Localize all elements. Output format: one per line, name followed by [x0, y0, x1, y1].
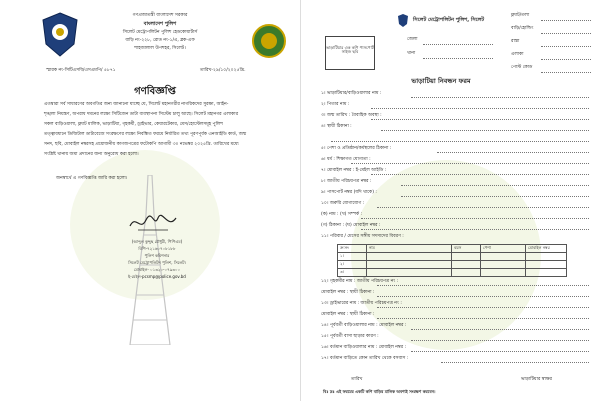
right-field-label: পোস্ট কোড: [511, 65, 533, 70]
area-field[interactable]: [541, 59, 591, 60]
form-field-line[interactable]: [411, 340, 589, 341]
form-field-label: ৪। স্থায়ী ঠিকানা :: [321, 124, 352, 129]
form-field-line[interactable]: [377, 318, 589, 319]
table-cell[interactable]: [367, 269, 452, 277]
form-field-label: ১৬। বর্তমান বাড়িওয়ালার নাম : মোবাইল নম্বর :: [321, 345, 407, 350]
table-header: নাম: [367, 245, 452, 253]
signature-image: [128, 212, 178, 234]
thana-field[interactable]: [423, 58, 493, 59]
signatory-bp: বিপি-৭২১৬০৭০৮১৮৮: [138, 246, 176, 251]
form-field-line[interactable]: [377, 207, 589, 208]
thana-label: থানা: [407, 51, 416, 56]
photo-box-label: ভাড়াটিয়ার এক কপি পাসপোর্ট সাইজ ছবি: [326, 45, 374, 55]
closing-line: জনস্বার্থে এ গণবিজ্ঞপ্তি জারি করা হলো।: [56, 176, 128, 181]
police-logo-icon: [40, 12, 80, 58]
table-cell: ৩।: [338, 269, 367, 277]
form-field-line[interactable]: [411, 351, 589, 352]
table-row[interactable]: [338, 269, 567, 277]
form-field-label: ৩। জন্ম তারিখ : বৈবাহিক অবস্থা :: [321, 113, 382, 118]
table-header: পেশা: [481, 245, 526, 253]
right-field-label: ফ্ল্যাট/তলা: [511, 13, 530, 18]
table-cell[interactable]: [526, 253, 567, 261]
form-field-label: (গ) ঠিকানা : (ঘ) মোবাইল নম্বর :: [321, 223, 381, 228]
body-line: সকল বাড়িওয়ালা, ফ্ল্যাট মালিক, ভাড়াটিয়া, গৃহকর্মী, ড্রাইভার, কেয়ারটেকার, মেস/হোস্টেলসমূহ পুলিশ: [44, 122, 223, 127]
signatory-org: সিলেট মেট্রোপলিটন পুলিশ, সিলেট।: [128, 260, 186, 265]
body-line: এতদ্বারা সর্ব সাধারণের অবগতির জন্য জানানো যাচ্ছে যে, সিলেট মহানগরীর নাগরিকদের সুরক্ষা, আইন-: [44, 102, 229, 107]
form-field-line[interactable]: [411, 97, 589, 98]
police-logo-icon: [397, 14, 409, 28]
table-cell[interactable]: [526, 261, 567, 269]
table-cell[interactable]: [367, 261, 452, 269]
signatory-email: ই-মেইল-pcsmp@police.gov.bd: [128, 274, 186, 279]
right-field-label: বাড়ি/হোল্ডিং: [511, 26, 534, 31]
table-cell[interactable]: [452, 253, 481, 261]
smp-logo-icon: [252, 22, 286, 60]
footnote: বিঃ দ্রঃ এই ফরমের একটি কপি বাড়ির মালিক অবশ্যই সংরক্ষণ করবেন।: [323, 389, 436, 394]
body-line: সনদ, ছবি, মোবাইল নম্বরসহ প্রয়োজনীয় কাগজপত্রের ফটোকপি আগামী ৩০ নভেম্বর ২০২৫খ্রি. তারিখের মধ্যে: [44, 142, 239, 147]
form-field-line[interactable]: [331, 141, 589, 142]
table-cell: ১।: [338, 253, 367, 261]
district-field[interactable]: [423, 44, 493, 45]
header-line-2: বাংলাদেশ পুলিশ: [143, 21, 177, 27]
notice-title: গণবিজ্ঞপ্তি: [134, 86, 176, 97]
form-field-label: ১৪। পূর্ববর্তী বাড়িওয়ালার নাম : মোবাইল নম্বর :: [321, 323, 407, 328]
form-field-label: ৭। মোবাইল নম্বর : ই-মেইল আইডি :: [321, 168, 387, 173]
form-field-line[interactable]: [381, 130, 589, 131]
header-line-4: বাড়ি নং-২২৮, রোড নং-১/এ, ব্লক-এফ: [125, 38, 195, 43]
form-field-label: ১। ভাড়াটিয়ার/বাড়িওয়ালার নাম :: [321, 91, 382, 96]
form-field-line[interactable]: [361, 229, 589, 230]
postcode-field[interactable]: [541, 72, 591, 73]
form-org: সিলেট মেট্রোপলিটন পুলিশ, সিলেট: [413, 17, 485, 23]
memo-number: স্মারক নং-সিটিএসবি/এসএমপি/ ৫৮৭১: [46, 68, 116, 73]
form-field-line[interactable]: [377, 296, 589, 297]
road-field[interactable]: [541, 46, 591, 47]
signatory-role: পুলিশ কমিশনার: [144, 253, 170, 258]
header-line-5: শাহজালাল উপশহর, সিলেট।: [134, 46, 186, 51]
table-header-row: [338, 245, 567, 253]
form-field-label: ১২। গৃহকর্মীর নাম : জাতীয় পরিচয়পত্র নং :: [321, 279, 399, 284]
form-field-label: মোবাইল নম্বর : স্থায়ী ঠিকানা :: [321, 312, 375, 317]
notice-date: তারিখ-২৯/১০/২০২৫খ্রি.: [200, 68, 246, 73]
form-field-line[interactable]: [411, 329, 589, 330]
form-field-label: ১৩। ড্রাইভারের নাম : জাতীয় পরিচয়পত্র নং :: [321, 301, 402, 306]
holding-field[interactable]: [541, 33, 591, 34]
form-field-label: ৫। পেশা ও প্রতিষ্ঠান/কর্মস্থলের ঠিকানা :: [321, 146, 392, 151]
form-field-label: ১১। পরিবার / মেসের সঙ্গীয় সদস্যদের বিবরণ :: [321, 234, 404, 239]
form-field-label: ২। পিতার নাম :: [321, 102, 350, 107]
table-header: মোবাইল নম্বর: [526, 245, 567, 253]
form-field-line[interactable]: [371, 108, 589, 109]
form-field-line[interactable]: [441, 362, 589, 363]
body-line: সংশ্লিষ্ট থানায় জমা প্রদানের জন্য অনুরোধ করা হলো।: [44, 152, 139, 157]
form-field-label: ৮। জাতীয় পরিচয়পত্র নম্বর :: [321, 179, 372, 184]
table-cell[interactable]: [481, 269, 526, 277]
family-table: [337, 244, 567, 277]
district-label: জেলা: [407, 37, 418, 42]
table-cell[interactable]: [526, 269, 567, 277]
form-field-label: ৯। পাসপোর্ট নম্বর (যদি থাকে) :: [321, 190, 377, 195]
form-field-line[interactable]: [371, 174, 589, 175]
form-field-line[interactable]: [371, 119, 589, 120]
table-cell[interactable]: [452, 261, 481, 269]
table-header: বয়স: [452, 245, 481, 253]
form-field-line[interactable]: [351, 163, 589, 164]
table-row[interactable]: [338, 253, 567, 261]
form-field-label: (ক) নাম : (খ) সম্পর্ক :: [321, 212, 363, 217]
signature-label: ভাড়াটিয়ার স্বাক্ষর: [521, 377, 552, 382]
form-field-label: ১০। জরুরি যোগাযোগ :: [321, 201, 365, 206]
form-field-label: ৬। ধর্ম : শিক্ষাগত যোগ্যতা :: [321, 157, 371, 162]
form-field-line[interactable]: [377, 307, 589, 308]
body-line: শৃঙ্খলা নিয়ন্ত্রণ, অপরাধ দমনের লক্ষ্যে সিটিজেন ডাটা ব্যবস্থাপনা সিস্টেম চালু আছে। সিলেট মহানগর এলাকার: [44, 112, 239, 117]
date-label: তারিখ: [351, 377, 363, 382]
right-field-label: এলাকা: [511, 52, 524, 57]
body-line: তত্ত্বাবধানে ডিজিটাল ডাটাবেজে সংরক্ষণের লক্ষ্যে নিবন্ধিত ফরমে নির্ধারিত তথ্য পূরণপূর্বক এনআইডি কার্ড, জন্ম: [44, 132, 247, 137]
form-title: ভাড়াটিয়া নিবন্ধন ফরম: [411, 77, 471, 85]
form-field-line[interactable]: [361, 218, 589, 219]
right-field-label: রাস্তা: [511, 39, 520, 44]
form-field-label: ১৫। পূর্ববর্তী বাসা ছাড়ার কারণ :: [321, 334, 379, 339]
table-row[interactable]: [338, 261, 567, 269]
tenant-form-page: [300, 0, 600, 401]
header-line-3: সিলেট মেট্রোপলিটন পুলিশ হেডকোয়ার্টার্স: [122, 30, 198, 35]
form-field-label: ১৭। বর্তমান বাড়িতে কোন তারিখ থেকে বসবাস :: [321, 356, 409, 361]
table-cell[interactable]: [481, 253, 526, 261]
form-field-line[interactable]: [377, 285, 589, 286]
table-cell[interactable]: [452, 269, 481, 277]
table-cell[interactable]: [481, 261, 526, 269]
header-line-1: গণপ্রজাতন্ত্রী বাংলাদেশ সরকার: [132, 13, 188, 18]
table-cell: ২।: [338, 261, 367, 269]
flat-field[interactable]: [541, 20, 591, 21]
table-cell[interactable]: [367, 253, 452, 261]
form-field-label: মোবাইল নম্বর : স্থায়ী ঠিকানা :: [321, 290, 375, 295]
table-header: ক্র:নং: [338, 245, 367, 253]
form-field-line[interactable]: [437, 152, 589, 153]
form-field-line[interactable]: [401, 185, 589, 186]
signatory-phone: মোবাইল- ০১৩২০-০৭৯৩০০: [133, 267, 181, 272]
form-field-line[interactable]: [401, 196, 589, 197]
signatory-name: (আব্দুল কুদ্দুছ চৌধুরী, পিপিএম): [131, 239, 183, 244]
